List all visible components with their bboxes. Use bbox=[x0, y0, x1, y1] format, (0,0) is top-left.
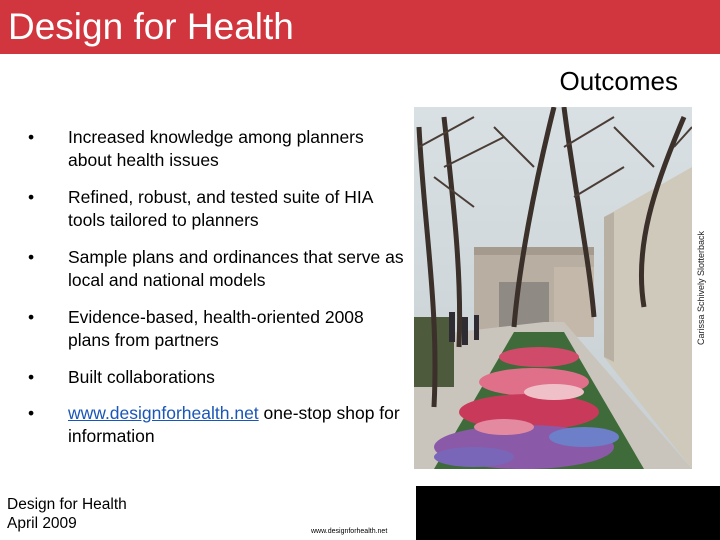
website-link[interactable]: www.designforhealth.net bbox=[68, 403, 259, 423]
bullet-marker: • bbox=[28, 187, 35, 207]
footer-title: Design for Health bbox=[7, 496, 127, 513]
list-item bbox=[28, 402, 408, 462]
bullet-list bbox=[28, 126, 408, 462]
bullet-marker: • bbox=[28, 307, 35, 327]
bullet-marker: • bbox=[28, 127, 35, 147]
bullet-text: Evidence-based, health-oriented 2008 plans from partners bbox=[68, 307, 364, 350]
street-garden-photo bbox=[414, 107, 692, 469]
bullet-text-tail: one-stop shop for information bbox=[68, 403, 400, 446]
bullet-marker: • bbox=[28, 403, 35, 423]
bullet-text: Refined, robust, and tested suite of HIA tools tailored to planners bbox=[68, 187, 373, 230]
bullet-marker: • bbox=[28, 367, 35, 387]
bullet-text: Built collaborations bbox=[68, 367, 215, 387]
photo-illustration bbox=[414, 107, 692, 469]
bullet-text bbox=[68, 402, 408, 448]
list-item bbox=[28, 306, 408, 366]
list-item bbox=[28, 126, 408, 186]
bullet-text: Increased knowledge among planners about health issues bbox=[68, 127, 364, 170]
bullet-text: Sample plans and ordinances that serve as local and national models bbox=[68, 247, 404, 290]
list-item bbox=[28, 246, 408, 306]
list-item bbox=[28, 186, 408, 246]
footer-url: www.designforhealth.net bbox=[311, 528, 388, 535]
list-item bbox=[28, 366, 408, 402]
photo-credit bbox=[690, 107, 712, 469]
slide-subtitle: Outcomes bbox=[559, 66, 678, 96]
photo-credit-text: Carissa Schively Slotterback bbox=[696, 230, 706, 346]
footer-date: April 2009 bbox=[7, 515, 77, 532]
bullet-marker: • bbox=[28, 247, 35, 267]
slide-header-title: Design for Health bbox=[8, 6, 294, 47]
